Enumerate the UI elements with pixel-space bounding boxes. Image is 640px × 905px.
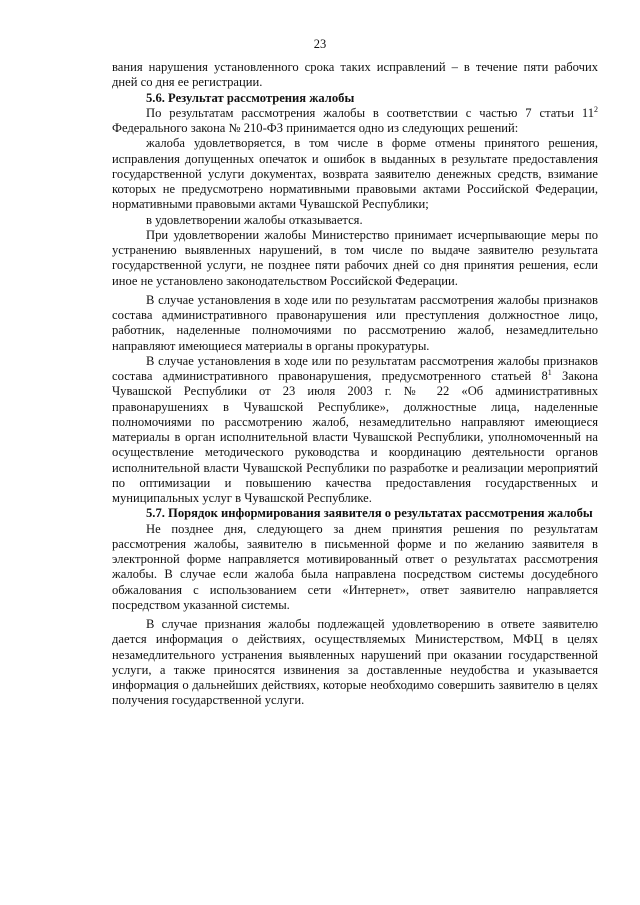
paragraph-text: По результатам рассмотрения жалобы в соответствии с частью 7 статьи 11 (146, 105, 594, 120)
paragraph-text: Федерального закона № 210-ФЗ принимается одно из следующих решений: (112, 121, 519, 135)
paragraph-motivated-answer: Не позднее дня, следующего за днем принятия решения по результатам рассмотрения жалобы, заявителю в письменной форме и по желанию заявителя в электронной форме направляется мотивированный ответ о результатах рассмотрения жалобы. В случае если жалоба была направлена посредством системы досудебного обжалования с использованием сети «Интернет», ответ заявителю направляется посредством указанной системы. (112, 521, 598, 612)
page-number: 23 (313, 37, 327, 51)
section-heading-5-7: 5.7. Порядок информирования заявителя о результатах рассмотрения жалобы (146, 506, 593, 521)
paragraph-prosecution: В случае установления в ходе или по результатам рассмотрения жалобы признаков состава административного правонарушения или преступления должностное лицо, работник, наделенные полномочиями по рассмотрению жалоб, незамедлительно направляют имеющиеся материалы в органы прокуратуры. (112, 292, 598, 353)
superscript: 2 (594, 104, 598, 114)
document-body (112, 60, 598, 709)
paragraph-continuation: вания нарушения установленного срока таких исправлений – в течение пяти рабочих дней со дня ее регистрации. (112, 60, 598, 90)
paragraph-text: Закона Чувашской Республики от 23 июля 2003 г. № 22 «Об административных правонарушениях в Чувашской Республике», должностные лица, наделенные полномочиями по рассмотрению жалоб, незамедлительно направляют имеющиеся материалы в орган исполнительной власти Чувашской Республики, уполномоченный на осуществление методического руководства и координацию деятельности органов исполнительной власти Чувашской Республики по разработке и реализации мероприятий по оптимизации и повышению качества предоставления государственных и муниципальных услуг в Чувашской Республике. (112, 369, 598, 505)
paragraph-administrative-offense (112, 354, 598, 507)
superscript: 1 (547, 367, 552, 377)
paragraph-text: В случае установления в ходе или по результатам рассмотрения жалобы признаков состава административного правонарушения, предусмотренного статьей 8 (112, 353, 598, 383)
paragraph-complaint-rejected: в удовлетворении жалобы отказывается. (146, 212, 363, 227)
section-heading-5-6: 5.6. Результат рассмотрения жалобы (146, 90, 355, 105)
paragraph-complaint-satisfied: жалоба удовлетворяется, в том числе в форме отмены принятого решения, исправления допущенных опечаток и ошибок в выданных в результате предоставления государственной услуги документах, возврата заявителю денежных средств, взимание которых не предусмотрено нормативными правовыми актами Российской Федерации, нормативными правовыми актами Чувашской Республики; (112, 136, 598, 212)
paragraph-decision-options (112, 106, 598, 137)
paragraph-apology-info: В случае признания жалобы подлежащей удовлетворению в ответе заявителю дается информация о действиях, осуществляемых Министерством, МФЦ в целях незамедлительного устранения выявленных нарушений при оказании государственной услуги, а также приносятся извинения за доставленные неудобства и указывается информация о дальнейших действиях, которые необходимо совершить заявителю в целях получения государственной услуги. (112, 617, 598, 708)
paragraph-ministry-measures: При удовлетворении жалобы Министерство принимает исчерпывающие меры по устранению выявленных нарушений, в том числе по выдаче заявителю результата государственной услуги, не позднее пяти рабочих дней со дня принятия решения, если иное не установлено законодательством Российской Федерации. (112, 227, 598, 288)
